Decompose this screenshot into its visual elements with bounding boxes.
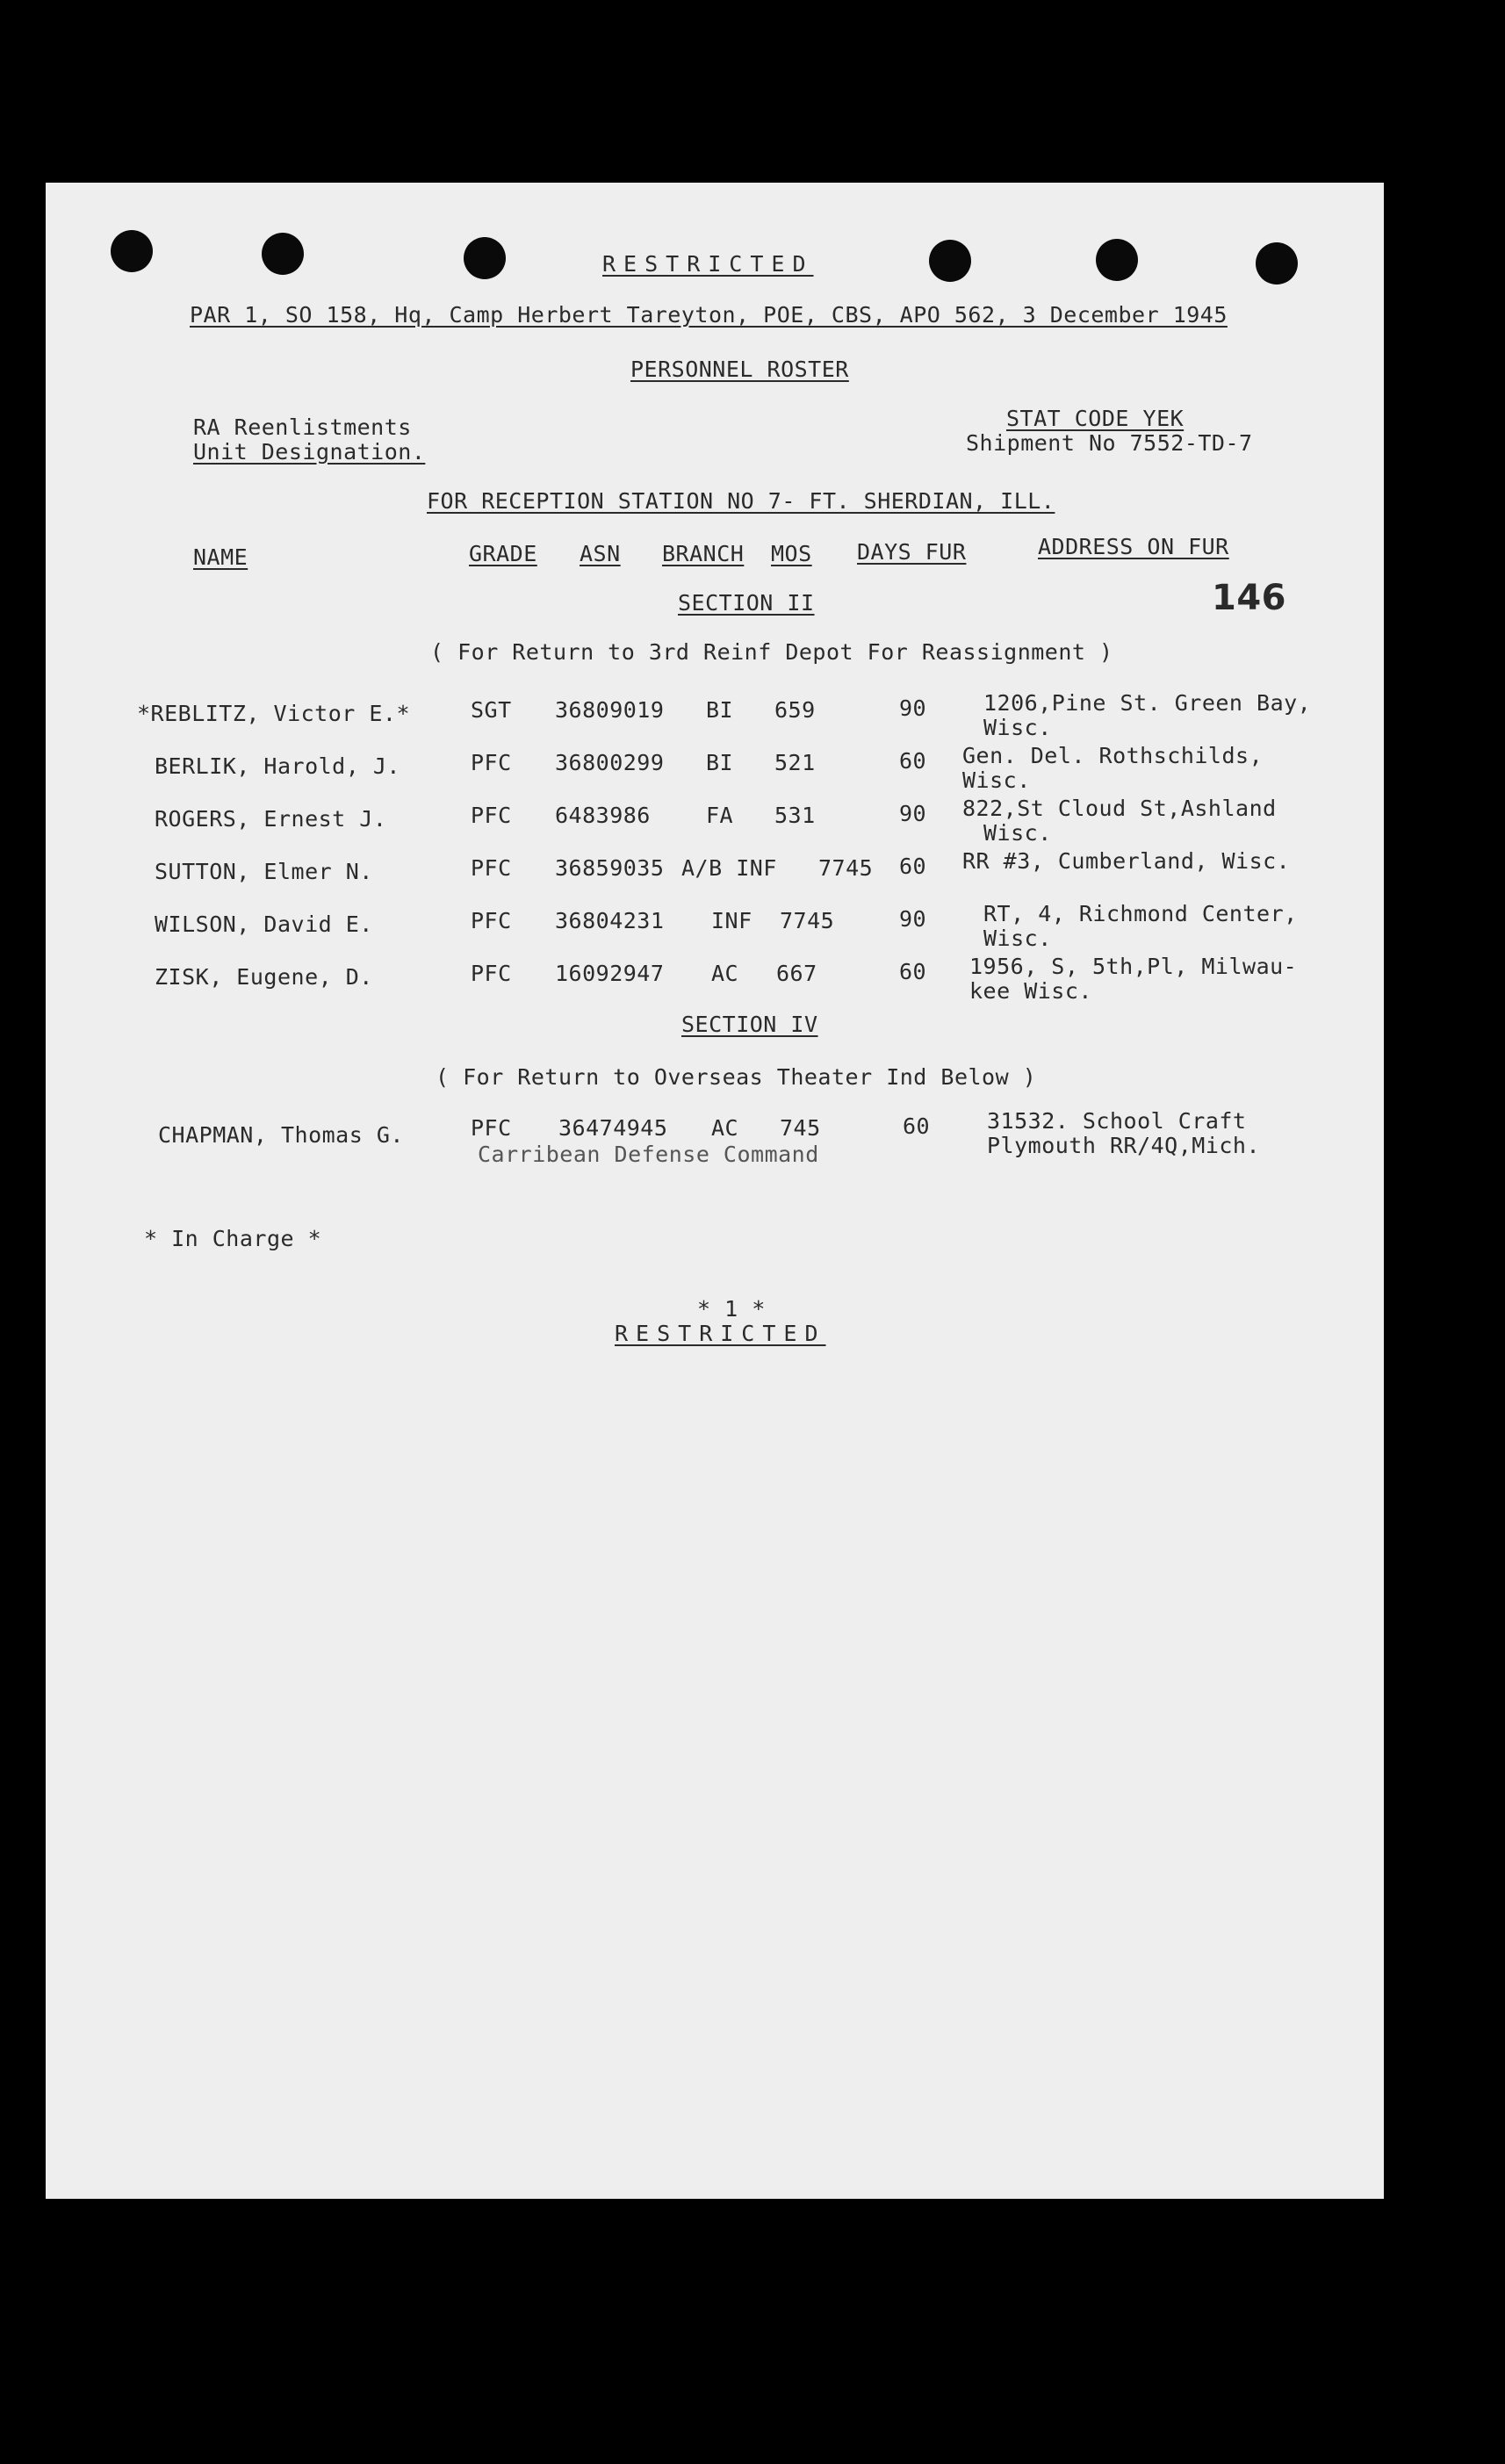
row-grade: PFC [471,961,512,986]
row-days: 60 [903,1113,931,1139]
unit-name: RA Reenlistments [193,414,412,440]
row-name: CHAPMAN, Thomas G. [158,1122,404,1148]
row-address-line1: Gen. Del. Rothschilds, [962,743,1264,768]
in-charge-note: * In Charge * [144,1226,322,1251]
row-name: ROGERS, Ernest J. [155,806,387,832]
col-grade: GRADE [469,541,537,566]
row-branch: AC [711,961,739,986]
row-address-line1: RT, 4, Richmond Center, [983,901,1298,926]
row-branch: INF [711,908,752,933]
row-grade: PFC [471,908,512,933]
row-asn: 36800299 [555,750,665,775]
row-asn: 36474945 [558,1115,668,1141]
section-ii-title: SECTION II [678,590,815,616]
roster-title: PERSONNEL ROSTER [630,357,849,382]
row-theater: Carribean Defense Command [478,1142,819,1167]
row-grade: PFC [471,750,512,775]
section-iv-title: SECTION IV [681,1012,818,1037]
page-number: 146 [1212,578,1286,618]
row-grade: PFC [471,855,512,881]
row-branch: BI [706,697,734,723]
row-asn: 36859035 [555,855,665,881]
punch-hole [464,237,506,279]
punch-hole [929,240,971,282]
row-address-line2: Wisc. [983,715,1052,740]
row-mos: 531 [774,803,816,828]
row-address-line1: 1206,Pine St. Green Bay, [983,690,1312,716]
row-days: 90 [899,695,927,721]
row-branch: A/B INF [681,855,777,881]
col-branch: BRANCH [662,541,745,566]
row-address-line2: Wisc. [983,820,1052,846]
shipment-number: Shipment No 7552-TD-7 [966,430,1253,456]
row-name: ZISK, Eugene, D. [155,964,373,990]
punch-hole [1096,239,1138,281]
col-address: ADDRESS ON FUR [1038,534,1229,559]
stat-code: STAT CODE YEK [1006,406,1185,431]
col-days-fur: DAYS FUR [857,539,967,565]
row-days: 90 [899,906,927,932]
row-name: BERLIK, Harold, J. [155,753,400,779]
restricted-footer: RESTRICTED [615,1321,826,1346]
row-mos: 659 [774,697,816,723]
row-address-line2: kee Wisc. [969,978,1092,1004]
row-days: 60 [899,959,927,984]
row-grade: PFC [471,803,512,828]
row-mos: 7745 [818,855,874,881]
row-name: *REBLITZ, Victor E.* [137,701,411,726]
document-page [46,183,1384,2199]
row-mos: 7745 [780,908,835,933]
row-address-line1: 31532. School Craft [987,1108,1247,1134]
row-mos: 521 [774,750,816,775]
row-grade: SGT [471,697,512,723]
row-branch: AC [711,1115,739,1141]
row-days: 60 [899,854,927,879]
row-address-line1: 1956, S, 5th,Pl, Milwau- [969,954,1298,979]
punch-hole [262,233,304,275]
row-grade: PFC [471,1115,512,1141]
row-asn: 6483986 [555,803,651,828]
row-days: 90 [899,801,927,826]
page-marker: * 1 * [697,1296,766,1322]
col-name: NAME [193,544,248,570]
row-name: SUTTON, Elmer N. [155,859,373,884]
destination: FOR RECEPTION STATION NO 7- FT. SHERDIAN, ILL. [427,488,1055,514]
row-name: WILSON, David E. [155,911,373,937]
punch-hole [111,230,153,272]
row-branch: BI [706,750,734,775]
row-mos: 667 [776,961,817,986]
col-mos: MOS [771,541,812,566]
unit-label: Unit Designation. [193,439,426,465]
order-line: PAR 1, SO 158, Hq, Camp Herbert Tareyton, POE, CBS, APO 562, 3 December 1945 [190,302,1228,328]
section-iv-note: ( For Return to Overseas Theater Ind Below ) [436,1064,1037,1090]
row-asn: 16092947 [555,961,665,986]
row-asn: 36804231 [555,908,665,933]
row-address-line2: Wisc. [962,767,1031,793]
row-address-line2: Wisc. [983,926,1052,951]
row-address-line1: 822,St Cloud St,Ashland [962,796,1277,821]
section-ii-note: ( For Return to 3rd Reinf Depot For Reassignment ) [430,639,1113,665]
row-days: 60 [899,748,927,774]
row-branch: FA [706,803,734,828]
col-asn: ASN [580,541,621,566]
row-address-line2: Plymouth RR/4Q,Mich. [987,1133,1261,1158]
row-asn: 36809019 [555,697,665,723]
row-mos: 745 [780,1115,821,1141]
punch-hole [1256,242,1298,285]
restricted-header: RESTRICTED [602,251,814,277]
row-address-line1: RR #3, Cumberland, Wisc. [962,848,1291,874]
